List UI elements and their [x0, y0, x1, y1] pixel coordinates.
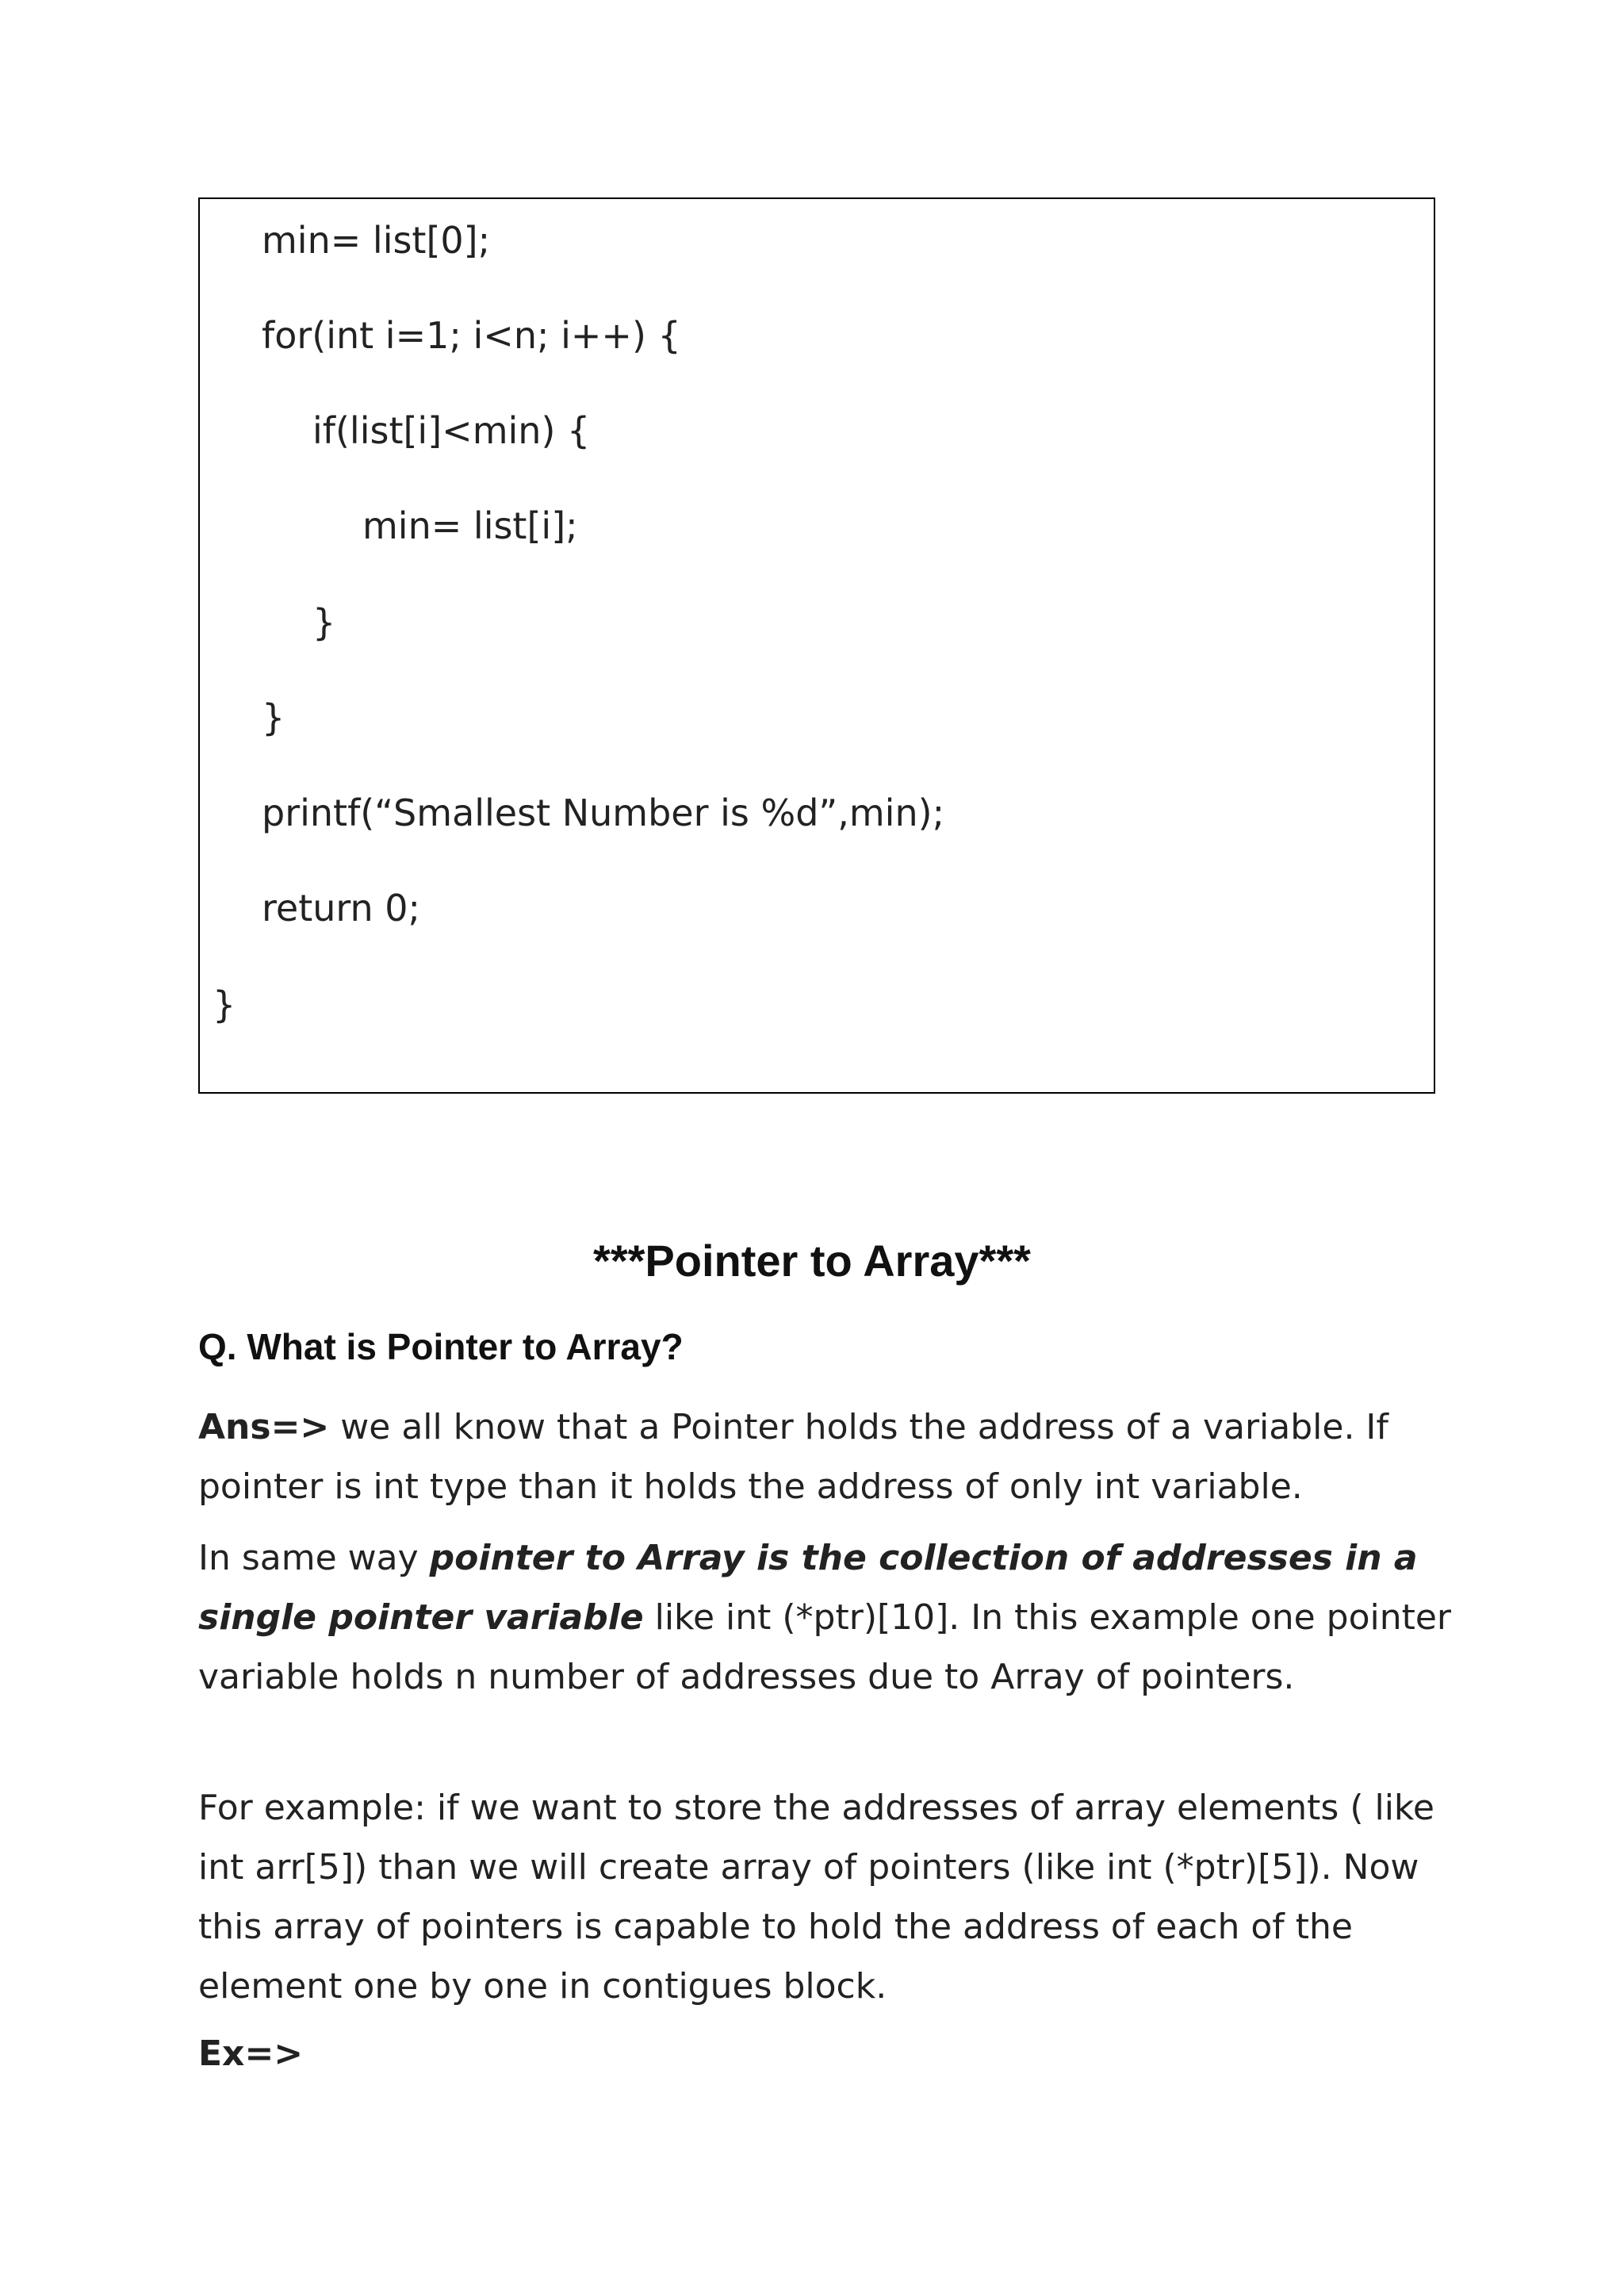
answer-paragraph [198, 1397, 1451, 1516]
code-line: printf(“Smallest Number is %d”,min); [262, 792, 945, 834]
section-heading: ***Pointer to Array*** [593, 1236, 1031, 1286]
code-line: } [213, 983, 236, 1026]
code-line: return 0; [262, 887, 421, 930]
code-line: if(list[i]<min) { [312, 409, 591, 452]
code-line: min= list[i]; [362, 504, 578, 547]
definition-rest: like int (*ptr)[10]. In this example one pointer variable holds n number of addresses due to Array of pointers. [198, 1597, 1452, 1697]
code-line: for(int i=1; i<n; i++) { [262, 314, 681, 357]
definition-lead: In same way [198, 1538, 430, 1578]
definition-emphasis: pointer to Array is the collection of addresses in a single pointer variable [198, 1538, 1418, 1638]
example-paragraph: For example: if we want to store the addresses of array elements ( like int arr[5]) than we will create array of pointers (like int (*ptr)[5]). Now this array of pointers is capable to hold the address of each of the element one by one in contigues block. [198, 1788, 1434, 2007]
code-line: } [262, 696, 285, 739]
example-label: Ex=> [198, 2033, 304, 2074]
answer-label: Ans=> [198, 1407, 330, 1447]
question-text: Q. What is Pointer to Array? [198, 1326, 684, 1367]
code-line: min= list[0]; [262, 219, 491, 262]
definition-paragraph [198, 1528, 1451, 1707]
code-block [198, 197, 1435, 1094]
code-line: } [312, 601, 336, 644]
answer-text: we all know that a Pointer holds the address of a variable. If pointer is int type than it holds the address of only int variable. [198, 1407, 1388, 1507]
